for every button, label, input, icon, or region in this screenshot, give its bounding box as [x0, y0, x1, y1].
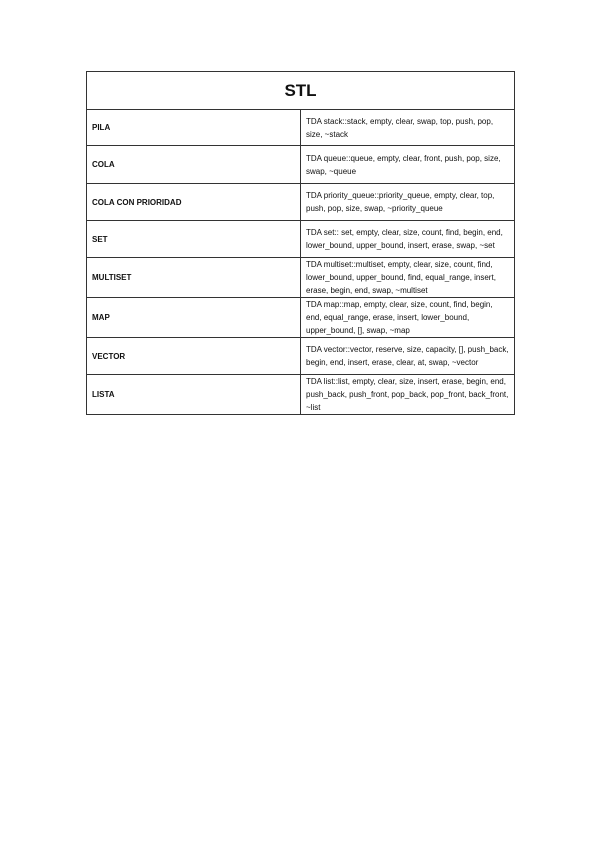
- table-row: [87, 298, 515, 338]
- title-row: [87, 72, 515, 110]
- structure-name: VECTOR: [87, 338, 301, 375]
- structure-operations: TDA vector::vector, reserve, size, capacity, [], push_back, begin, end, insert, erase, clear, at, swap, ~vector: [301, 338, 515, 375]
- structure-operations: TDA set:: set, empty, clear, size, count, find, begin, end, lower_bound, upper_bound, insert, erase, swap, ~set: [301, 221, 515, 258]
- table-row: [87, 146, 515, 184]
- structure-name: LISTA: [87, 375, 301, 415]
- table-title: STL: [87, 72, 515, 110]
- table-row: [87, 375, 515, 415]
- structure-name: SET: [87, 221, 301, 258]
- table-row: [87, 338, 515, 375]
- structure-name: PILA: [87, 110, 301, 146]
- structure-operations: TDA stack::stack, empty, clear, swap, top, push, pop, size, ~stack: [301, 110, 515, 146]
- structure-name: MAP: [87, 298, 301, 338]
- structure-operations: TDA priority_queue::priority_queue, empty, clear, top, push, pop, size, swap, ~priority_queue: [301, 184, 515, 221]
- structure-operations: TDA list::list, empty, clear, size, insert, erase, begin, end, push_back, push_front, pop_back, pop_front, back_front, ~list: [301, 375, 515, 415]
- structure-operations: TDA map::map, empty, clear, size, count, find, begin, end, equal_range, erase, insert, lower_bound, upper_bound, [], swap, ~map: [301, 298, 515, 338]
- structure-operations: TDA multiset::multiset, empty, clear, size, count, find, lower_bound, upper_bound, find, equal_range, insert, erase, begin, end, swap, ~multiset: [301, 258, 515, 298]
- structure-name: MULTISET: [87, 258, 301, 298]
- structure-name: COLA: [87, 146, 301, 184]
- structure-operations: TDA queue::queue, empty, clear, front, push, pop, size, swap, ~queue: [301, 146, 515, 184]
- table-row: [87, 184, 515, 221]
- table-row: [87, 258, 515, 298]
- stl-table: [86, 71, 515, 415]
- structure-name: COLA CON PRIORIDAD: [87, 184, 301, 221]
- table-row: [87, 221, 515, 258]
- table-row: [87, 110, 515, 146]
